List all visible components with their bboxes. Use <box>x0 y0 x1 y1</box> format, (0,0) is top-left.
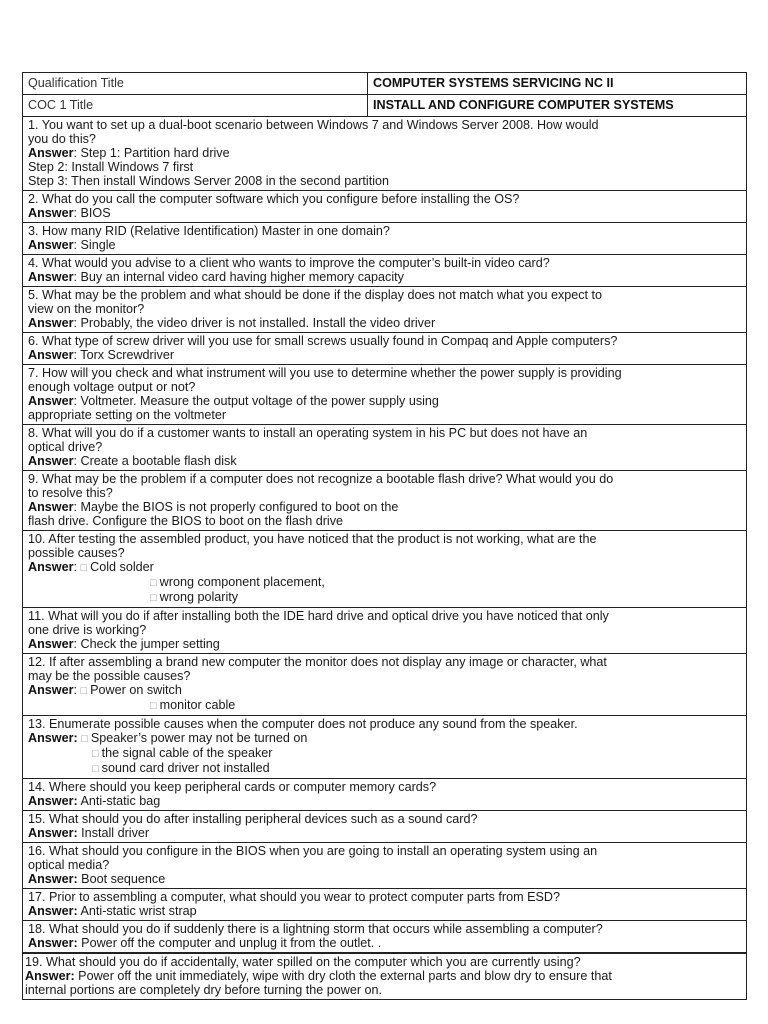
question-row-12: 12. If after assembling a brand new computer the monitor does not display any image or character, what may be the possible causes? Answer: □ Power on switch □ monitor cable <box>23 654 747 716</box>
answer-bullet-item: wrong polarity <box>159 590 239 604</box>
answer-text: : Probably, the video driver is not installed. Install the video driver <box>73 316 436 330</box>
qualification-row <box>23 73 747 95</box>
question-text: 16. What should you configure in the BIOS when you are going to install an operating system using an <box>28 844 598 858</box>
answer-label: Answer: <box>28 872 78 886</box>
question-text: 19. What should you do if accidentally, water spilled on the computer which you are currently using? <box>25 955 581 969</box>
question-row-4 <box>23 255 747 287</box>
answer-text: : Check the jumper setting <box>73 637 220 651</box>
bullet-box-icon: □ <box>80 562 88 574</box>
bullet-box-icon: □ <box>92 748 99 760</box>
answer-label: Answer <box>28 454 74 468</box>
question-text-cont: optical media? <box>28 858 110 872</box>
answer-bullet-item: sound card driver not installed <box>101 761 270 775</box>
question-row-2 <box>23 191 747 223</box>
answer-label: Answer <box>28 348 74 362</box>
answer-text: : BIOS <box>73 206 111 220</box>
question-text: 8. What will you do if a customer wants to install an operating system in his PC but does not have an <box>28 426 588 440</box>
answer-text: : Maybe the BIOS is not properly configured to boot on the <box>73 500 399 514</box>
bullet-box-icon: □ <box>150 700 157 712</box>
answer-label: Answer <box>28 394 74 408</box>
answer-bullet-item: monitor cable <box>159 698 236 712</box>
bullet-box-icon: □ <box>92 763 99 775</box>
question-row-7 <box>23 365 747 425</box>
answer-text-cont: Step 2: Install Windows 7 first <box>28 160 194 174</box>
question-row-15 <box>23 811 747 843</box>
bullet-box-icon: □ <box>150 592 157 604</box>
answer-label: Answer <box>28 500 74 514</box>
answer-label: Answer: <box>28 904 78 918</box>
answer-label: Answer: <box>28 794 78 808</box>
answer-text: Anti-static bag <box>77 794 161 808</box>
answer-label: Answer: <box>28 731 78 745</box>
answer-label: Answer <box>28 637 74 651</box>
question-text-cont: you do this? <box>28 132 96 146</box>
answer-bullet-item: Cold solder <box>90 560 154 574</box>
question-row-9 <box>23 471 747 531</box>
answer-text: Anti-static wrist strap <box>77 904 197 918</box>
question-text-cont: view on the monitor? <box>28 302 145 316</box>
question-text: 10. After testing the assembled product, you have noticed that the product is not working, what are the <box>28 532 597 546</box>
answer-text: : Create a bootable flash disk <box>73 454 237 468</box>
question-text: 14. Where should you keep peripheral cards or computer memory cards? <box>28 780 437 794</box>
question-text-cont: optical drive? <box>28 440 103 454</box>
answer-text: Power off the computer and unplug it from the outlet. . <box>77 936 382 950</box>
question-text: 12. If after assembling a brand new computer the monitor does not display any image or character, what <box>28 655 607 669</box>
question-text: 2. What do you call the computer software which you configure before installing the OS? <box>28 192 520 206</box>
answer-label: Answer <box>28 238 74 252</box>
question-text: 4. What would you advise to a client who wants to improve the computer’s built-in video card? <box>28 256 550 270</box>
answer-bullet-item: wrong component placement, <box>159 575 325 589</box>
question-text: 5. What may be the problem and what should be done if the display does not match what you expect to <box>28 288 603 302</box>
answer-label: Answer <box>28 683 74 697</box>
question-text: 11. What will you do if after installing both the IDE hard drive and optical drive you have noticed that only <box>28 609 609 623</box>
bullet-box-icon: □ <box>80 685 88 697</box>
bullet-box-icon: □ <box>81 733 88 745</box>
answer-bullet-item: Power on switch <box>90 683 182 697</box>
answer-text: Power off the unit immediately, wipe with dry cloth the external parts and blow dry to ensure that <box>74 969 612 983</box>
question-row-13 <box>23 716 747 779</box>
answer-label: Answer <box>28 316 74 330</box>
answer-label: Answer <box>28 560 74 574</box>
answer-bullet-item: Speaker’s power may not be turned on <box>90 731 308 745</box>
question-text: 9. What may be the problem if a computer does not recognize a bootable flash drive? What would you do <box>28 472 614 486</box>
qualification-value: COMPUTER SYSTEMS SERVICING NC II <box>368 73 747 95</box>
question-row-3 <box>23 223 747 255</box>
question-text: 6. What type of screw driver will you use for small screws usually found in Compaq and Apple computers? <box>28 334 618 348</box>
coc-row <box>23 95 747 117</box>
question-row-17 <box>23 889 747 921</box>
question-row-14 <box>23 779 747 811</box>
answer-label: Answer <box>28 146 74 160</box>
answer-text-cont: internal portions are completely dry before turning the power on. <box>25 983 383 997</box>
question-row-11 <box>23 608 747 654</box>
answer-text: : Torx Screwdriver <box>73 348 175 362</box>
answer-bullet-item: the signal cable of the speaker <box>101 746 273 760</box>
answer-text-cont: appropriate setting on the voltmeter <box>28 408 227 422</box>
question-row-8 <box>23 425 747 471</box>
question-text: 3. How many RID (Relative Identification) Master in one domain? <box>28 224 390 238</box>
question-text-cont: enough voltage output or not? <box>28 380 196 394</box>
question-text: 1. You want to set up a dual-boot scenario between Windows 7 and Windows Server 2008. How would <box>28 118 599 132</box>
answer-text: : Voltmeter. Measure the output voltage of the power supply using <box>73 394 439 408</box>
answer-label: Answer <box>28 206 74 220</box>
coc-value: INSTALL AND CONFIGURE COMPUTER SYSTEMS <box>368 95 747 117</box>
question-text-cont: may be the possible causes? <box>28 669 191 683</box>
question-text: 17. Prior to assembling a computer, what should you wear to protect computer parts from ESD? <box>28 890 560 904</box>
qa-table <box>22 72 747 1000</box>
question-row-16 <box>23 843 747 889</box>
question-text: 13. Enumerate possible causes when the computer does not produce any sound from the speaker. <box>28 717 578 731</box>
question-row-1 <box>23 117 747 191</box>
question-row-6 <box>23 333 747 365</box>
answer-text-cont: Step 3: Then install Windows Server 2008 in the second partition <box>28 174 389 188</box>
answer-text-cont: flash drive. Configure the BIOS to boot on the flash drive <box>28 514 344 528</box>
question-text-cont: possible causes? <box>28 546 125 560</box>
answer-label: Answer: <box>28 826 78 840</box>
answer-text: : Single <box>73 238 116 252</box>
question-row-5 <box>23 287 747 333</box>
answer-text: : Buy an internal video card having higher memory capacity <box>73 270 404 284</box>
answer-text: Install driver <box>77 826 150 840</box>
coc-label: COC 1 Title <box>23 95 368 117</box>
answer-label: Answer <box>28 270 74 284</box>
bullet-box-icon: □ <box>150 577 157 589</box>
question-text: 7. How will you check and what instrument will you use to determine whether the power supply is providing <box>28 366 622 380</box>
question-row-19 <box>23 953 747 1000</box>
question-text-cont: one drive is working? <box>28 623 147 637</box>
answer-label: Answer: <box>25 969 75 983</box>
qualification-label: Qualification Title <box>23 73 368 95</box>
answer-label: Answer: <box>28 936 78 950</box>
question-text-cont: to resolve this? <box>28 486 113 500</box>
question-row-10: 10. After testing the assembled product, you have noticed that the product is not working, what are the possible causes? Answer: □ Cold solder □ wrong component placement, □ wrong polarity <box>23 531 747 608</box>
question-text: 18. What should you do if suddenly there is a lightning storm that occurs while assembling a computer? <box>28 922 603 936</box>
question-row-18 <box>23 921 747 954</box>
question-text: 15. What should you do after installing peripheral devices such as a sound card? <box>28 812 478 826</box>
answer-text: Boot sequence <box>77 872 166 886</box>
answer-text: : Step 1: Partition hard drive <box>73 146 230 160</box>
qa-document-sheet <box>22 72 747 1000</box>
